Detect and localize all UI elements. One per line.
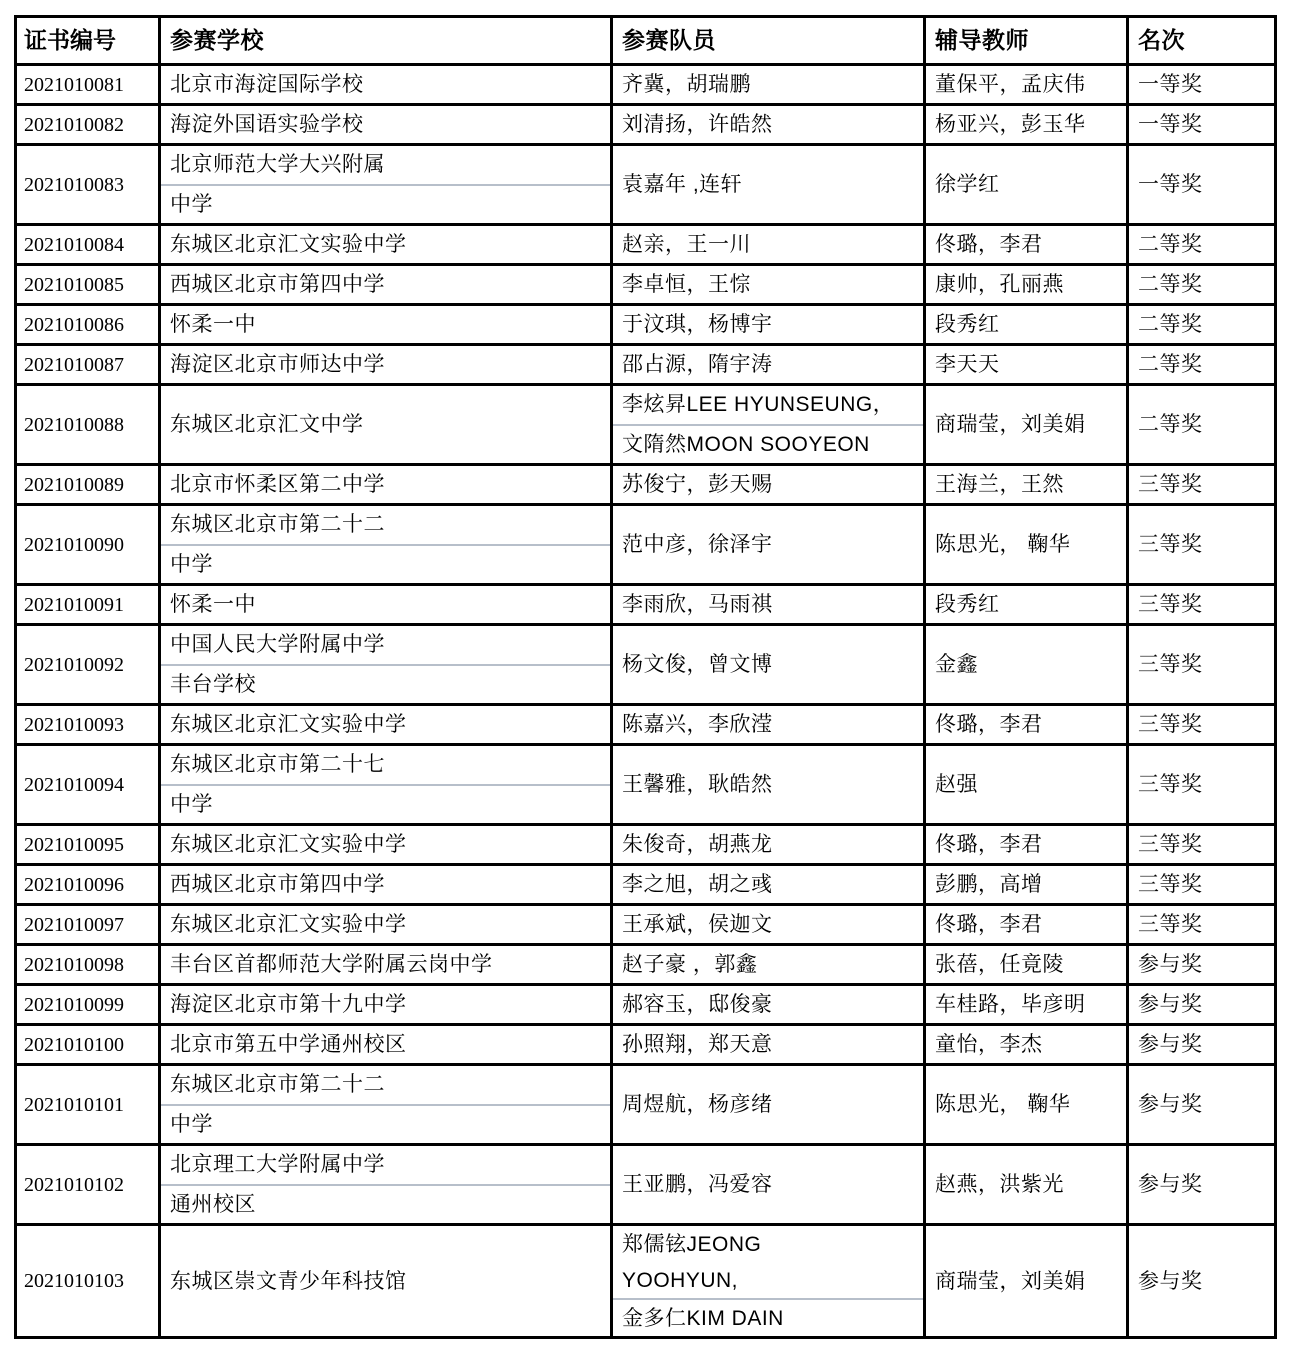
- cell-line: 2021010097: [24, 913, 124, 936]
- table-row: [17, 1223, 1274, 1336]
- cell-line: 商瑞莹，刘美娟: [935, 413, 1086, 436]
- school-cell: [158, 866, 610, 903]
- cell-line: 东城区北京市第二十七: [170, 753, 385, 777]
- cert-number-cell: [17, 146, 158, 223]
- cell-line: 一等奖: [1138, 73, 1203, 96]
- members-cell: [610, 1146, 923, 1223]
- cell-line: 2021010085: [24, 273, 124, 296]
- cell-line: 孙照翔，郑天意: [622, 1033, 773, 1056]
- teachers-cell: [923, 226, 1126, 263]
- cell-line: 杨文俊，曾文博: [622, 653, 773, 676]
- awards-table: [14, 15, 1277, 1339]
- cell-line: 北京师范大学大兴附属: [170, 153, 385, 177]
- cell-line: 2021010089: [24, 473, 124, 496]
- school-cell: [158, 466, 610, 503]
- cell-line: 陈嘉兴，李欣滢: [622, 713, 773, 736]
- cert-number-cell: [17, 386, 158, 463]
- header-school: [158, 18, 610, 63]
- rank-cell: [1126, 506, 1274, 583]
- cert-number-cell: [17, 226, 158, 263]
- members-cell: [610, 746, 923, 823]
- rank-cell: [1126, 946, 1274, 983]
- cell-line: 2021010101: [24, 1093, 124, 1116]
- members-cell: [610, 706, 923, 743]
- school-cell: [158, 386, 610, 463]
- cell-line: 董保平，孟庆伟: [935, 73, 1086, 96]
- rank-cell: [1126, 1066, 1274, 1143]
- rank-cell: [1126, 1146, 1274, 1223]
- table-row: [17, 623, 1274, 703]
- rank-cell: [1126, 586, 1274, 623]
- table-row: [17, 583, 1274, 623]
- rank-cell: [1126, 66, 1274, 103]
- teachers-cell: [923, 986, 1126, 1023]
- school-cell: [158, 226, 610, 263]
- table-row: [17, 263, 1274, 303]
- cell-line: 2021010094: [24, 773, 124, 796]
- cell-line: 东城区北京汇文实验中学: [170, 913, 407, 936]
- header-teachers: [923, 18, 1126, 63]
- header-row: [17, 18, 1274, 63]
- school-cell: [158, 626, 610, 703]
- table-row: [17, 1023, 1274, 1063]
- cell-line: 陈思光， 鞠华: [935, 533, 1071, 556]
- cell-line: 中学: [161, 784, 610, 824]
- cell-line: 2021010081: [24, 73, 124, 96]
- cell-line: 2021010087: [24, 353, 124, 376]
- header-label: 参赛学校: [170, 27, 264, 53]
- table-row: [17, 223, 1274, 263]
- school-cell: [158, 346, 610, 383]
- members-cell: [610, 626, 923, 703]
- cell-line: 张蓓，任竟陵: [935, 953, 1064, 976]
- cell-line: 2021010088: [24, 413, 124, 436]
- cell-line: 童怡，李杰: [935, 1033, 1043, 1056]
- cell-line: 三等奖: [1138, 873, 1203, 896]
- cell-line: 海淀区北京市第十九中学: [170, 993, 407, 1016]
- cell-line: 赵亲，王一川: [622, 233, 751, 256]
- members-cell: [610, 1026, 923, 1063]
- cell-line: 2021010090: [24, 533, 124, 556]
- members-cell: [610, 226, 923, 263]
- members-cell: [610, 66, 923, 103]
- cell-line: 2021010098: [24, 953, 124, 976]
- cell-line: 参与奖: [1138, 993, 1203, 1016]
- members-cell: [610, 866, 923, 903]
- rank-cell: [1126, 706, 1274, 743]
- cert-number-cell: [17, 1146, 158, 1223]
- cert-number-cell: [17, 1226, 158, 1336]
- cell-line: 三等奖: [1138, 473, 1203, 496]
- rank-cell: [1126, 386, 1274, 463]
- rank-cell: [1126, 226, 1274, 263]
- rank-cell: [1126, 626, 1274, 703]
- teachers-cell: [923, 466, 1126, 503]
- table-row: [17, 863, 1274, 903]
- cell-line: 郝容玉，邸俊豪: [622, 993, 773, 1016]
- table-row: [17, 503, 1274, 583]
- cell-line: 北京市第五中学通州校区: [170, 1033, 407, 1056]
- teachers-cell: [923, 266, 1126, 303]
- table-row: [17, 463, 1274, 503]
- header-label: 证书编号: [24, 28, 116, 53]
- cell-line: 车桂路，毕彦明: [935, 993, 1086, 1016]
- cell-line: 北京市怀柔区第二中学: [170, 473, 385, 496]
- cell-line: 佟璐，李君: [935, 713, 1043, 736]
- members-cell: [610, 106, 923, 143]
- cell-line: 康帅，孔丽燕: [935, 273, 1064, 296]
- cert-number-cell: [17, 946, 158, 983]
- cell-line: 李天天: [935, 353, 1000, 376]
- cell-line: 段秀红: [935, 313, 1000, 336]
- cell-line: 徐学红: [935, 173, 1000, 196]
- cert-number-cell: [17, 1026, 158, 1063]
- rank-cell: [1126, 986, 1274, 1023]
- school-cell: [158, 746, 610, 823]
- cert-number-cell: [17, 866, 158, 903]
- teachers-cell: [923, 306, 1126, 343]
- cert-number-cell: [17, 906, 158, 943]
- cell-line: 李之旭，胡之彧: [622, 873, 773, 896]
- cell-line: 李雨欣，马雨祺: [622, 593, 773, 616]
- cell-line: 王海兰，王然: [935, 473, 1064, 496]
- cell-line: 丰台学校: [161, 664, 610, 704]
- members-cell: [610, 586, 923, 623]
- cell-line: 周煜航，杨彦绪: [622, 1093, 773, 1116]
- school-cell: [158, 826, 610, 863]
- school-cell: [158, 1066, 610, 1143]
- cell-line: 北京市海淀国际学校: [170, 73, 364, 96]
- cell-line: 李卓恒，王悰: [622, 273, 751, 296]
- teachers-cell: [923, 146, 1126, 223]
- cell-line: 郑儒铉JEONG: [622, 1232, 762, 1256]
- cert-number-cell: [17, 346, 158, 383]
- cell-line: 二等奖: [1138, 233, 1203, 256]
- header-rank: [1126, 18, 1274, 63]
- cert-number-cell: [17, 266, 158, 303]
- members-cell: [610, 986, 923, 1023]
- cell-line: 一等奖: [1138, 173, 1203, 196]
- teachers-cell: [923, 1066, 1126, 1143]
- cert-number-cell: [17, 466, 158, 503]
- school-cell: [158, 266, 610, 303]
- cell-line: 一等奖: [1138, 113, 1203, 136]
- cell-line: 2021010100: [24, 1033, 124, 1056]
- rank-cell: [1126, 826, 1274, 863]
- teachers-cell: [923, 946, 1126, 983]
- rank-cell: [1126, 1226, 1274, 1336]
- cert-number-cell: [17, 626, 158, 703]
- table-row: [17, 103, 1274, 143]
- rank-cell: [1126, 306, 1274, 343]
- school-cell: [158, 506, 610, 583]
- members-cell: [610, 466, 923, 503]
- cell-line: 三等奖: [1138, 833, 1203, 856]
- cell-line: 丰台区首都师范大学附属云岗中学: [170, 953, 493, 976]
- cell-line: 二等奖: [1138, 413, 1203, 436]
- school-cell: [158, 146, 610, 223]
- teachers-cell: [923, 586, 1126, 623]
- cell-line: 2021010095: [24, 833, 124, 856]
- rank-cell: [1126, 146, 1274, 223]
- cell-line: 袁嘉年 ,连轩: [622, 173, 743, 196]
- school-cell: [158, 1146, 610, 1223]
- table-row: [17, 703, 1274, 743]
- school-cell: [158, 1026, 610, 1063]
- members-cell: [610, 1226, 923, 1336]
- school-cell: [158, 586, 610, 623]
- table-row: [17, 983, 1274, 1023]
- cell-line: 2021010102: [24, 1173, 124, 1196]
- cell-line: 中国人民大学附属中学: [170, 633, 385, 657]
- teachers-cell: [923, 386, 1126, 463]
- cell-line: 怀柔一中: [170, 593, 256, 616]
- teachers-cell: [923, 906, 1126, 943]
- school-cell: [158, 106, 610, 143]
- teachers-cell: [923, 506, 1126, 583]
- table-row: [17, 303, 1274, 343]
- cell-line: 2021010084: [24, 233, 124, 256]
- cell-line: 2021010086: [24, 313, 124, 336]
- cell-line: 北京理工大学附属中学: [170, 1153, 385, 1177]
- cell-line: 参与奖: [1138, 1173, 1203, 1196]
- cell-line: 佟璐，李君: [935, 833, 1043, 856]
- cell-line: 中学: [161, 1104, 610, 1144]
- cell-line: 赵强: [935, 773, 978, 796]
- table-row: [17, 823, 1274, 863]
- cell-line: 彭鹏，高增: [935, 873, 1043, 896]
- teachers-cell: [923, 706, 1126, 743]
- members-cell: [610, 906, 923, 943]
- cell-line: 佟璐，李君: [935, 913, 1043, 936]
- cell-line: 2021010093: [24, 713, 124, 736]
- cell-line: 朱俊奇，胡燕龙: [622, 833, 773, 856]
- cell-line: 通州校区: [161, 1184, 610, 1224]
- cell-line: 王馨雅，耿皓然: [622, 773, 773, 796]
- cell-line: 2021010099: [24, 993, 124, 1016]
- members-cell: [610, 386, 923, 463]
- rank-cell: [1126, 746, 1274, 823]
- cell-line: 海淀外国语实验学校: [170, 113, 364, 136]
- cell-line: 范中彦，徐泽宇: [622, 533, 773, 556]
- header-cert-number: [17, 18, 158, 63]
- header-label: 名次: [1138, 27, 1185, 53]
- table-row: [17, 383, 1274, 463]
- cell-line: 二等奖: [1138, 313, 1203, 336]
- header-members: [610, 18, 923, 63]
- cell-line: 2021010083: [24, 173, 124, 196]
- header-label: 辅导教师: [935, 27, 1029, 53]
- cert-number-cell: [17, 586, 158, 623]
- school-cell: [158, 66, 610, 103]
- cell-line: 东城区北京汇文实验中学: [170, 713, 407, 736]
- table-row: [17, 63, 1274, 103]
- cell-line: 2021010103: [24, 1270, 124, 1292]
- cell-line: 中学: [161, 184, 610, 224]
- cell-line: 于汶琪，杨博宇: [622, 313, 773, 336]
- cell-line: 东城区北京汇文实验中学: [170, 233, 407, 256]
- cell-line: 佟璐，李君: [935, 233, 1043, 256]
- cell-line: 文隋然MOON SOOYEON: [613, 424, 923, 464]
- cell-line: 三等奖: [1138, 773, 1203, 796]
- teachers-cell: [923, 66, 1126, 103]
- cell-line: 2021010091: [24, 593, 124, 616]
- cell-line: 陈思光， 鞠华: [935, 1093, 1071, 1116]
- members-cell: [610, 346, 923, 383]
- teachers-cell: [923, 746, 1126, 823]
- teachers-cell: [923, 626, 1126, 703]
- cell-line: 2021010082: [24, 113, 124, 136]
- school-cell: [158, 906, 610, 943]
- teachers-cell: [923, 106, 1126, 143]
- cell-line: 海淀区北京市师达中学: [170, 353, 385, 376]
- table-row: [17, 1143, 1274, 1223]
- cert-number-cell: [17, 986, 158, 1023]
- cell-line: 参与奖: [1138, 953, 1203, 976]
- cell-line: 2021010096: [24, 873, 124, 896]
- members-cell: [610, 306, 923, 343]
- school-cell: [158, 706, 610, 743]
- cell-line: 西城区北京市第四中学: [170, 273, 385, 296]
- cert-number-cell: [17, 1066, 158, 1143]
- school-cell: [158, 986, 610, 1023]
- teachers-cell: [923, 1226, 1126, 1336]
- school-cell: [158, 306, 610, 343]
- table-row: [17, 903, 1274, 943]
- cert-number-cell: [17, 306, 158, 343]
- rank-cell: [1126, 346, 1274, 383]
- cert-number-cell: [17, 706, 158, 743]
- cell-line: 二等奖: [1138, 273, 1203, 296]
- members-cell: [610, 1066, 923, 1143]
- cell-line: 三等奖: [1138, 913, 1203, 936]
- rank-cell: [1126, 266, 1274, 303]
- cell-line: 齐冀，胡瑞鹏: [622, 73, 751, 96]
- cell-line: 三等奖: [1138, 593, 1203, 616]
- cell-line: 参与奖: [1138, 1033, 1203, 1056]
- cell-line: 东城区北京市第二十二: [170, 1073, 385, 1097]
- cert-number-cell: [17, 746, 158, 823]
- members-cell: [610, 946, 923, 983]
- cell-line: 赵子豪 ，郭鑫: [622, 953, 758, 976]
- teachers-cell: [923, 866, 1126, 903]
- rank-cell: [1126, 1026, 1274, 1063]
- cell-line: 怀柔一中: [170, 313, 256, 336]
- cell-line: 金多仁KIM DAIN: [613, 1298, 923, 1336]
- rank-cell: [1126, 466, 1274, 503]
- cell-line: YOOHYUN,: [622, 1268, 739, 1292]
- cell-line: 东城区北京汇文实验中学: [170, 833, 407, 856]
- teachers-cell: [923, 1146, 1126, 1223]
- cell-line: 赵燕，洪紫光: [935, 1173, 1064, 1196]
- cell-line: 二等奖: [1138, 353, 1203, 376]
- members-cell: [610, 266, 923, 303]
- cell-line: 李炫昇LEE HYUNSEUNG，: [622, 393, 895, 417]
- cert-number-cell: [17, 66, 158, 103]
- cell-line: 三等奖: [1138, 653, 1203, 676]
- cell-line: 东城区北京汇文中学: [170, 413, 364, 436]
- cell-line: 东城区崇文青少年科技馆: [170, 1269, 407, 1293]
- table-row: [17, 343, 1274, 383]
- table-row: [17, 1063, 1274, 1143]
- cert-number-cell: [17, 826, 158, 863]
- teachers-cell: [923, 1026, 1126, 1063]
- teachers-cell: [923, 346, 1126, 383]
- table-row: [17, 143, 1274, 223]
- cell-line: 参与奖: [1138, 1269, 1203, 1293]
- cert-number-cell: [17, 506, 158, 583]
- cell-line: 邵占源，隋宇涛: [622, 353, 773, 376]
- rank-cell: [1126, 866, 1274, 903]
- cell-line: 西城区北京市第四中学: [170, 873, 385, 896]
- cell-line: 刘清扬，许皓然: [622, 113, 773, 136]
- cell-line: 段秀红: [935, 593, 1000, 616]
- cell-line: 王亚鹏，冯爱容: [622, 1173, 773, 1196]
- members-cell: [610, 826, 923, 863]
- cell-line: 杨亚兴，彭玉华: [935, 113, 1086, 136]
- cell-line: 参与奖: [1138, 1093, 1203, 1116]
- table-row: [17, 743, 1274, 823]
- school-cell: [158, 1226, 610, 1336]
- cell-line: 三等奖: [1138, 533, 1203, 556]
- cell-line: 王承斌，侯迦文: [622, 913, 773, 936]
- members-cell: [610, 146, 923, 223]
- rank-cell: [1126, 906, 1274, 943]
- teachers-cell: [923, 826, 1126, 863]
- rank-cell: [1126, 106, 1274, 143]
- cell-line: 苏俊宁，彭天赐: [622, 473, 773, 496]
- table-row: [17, 943, 1274, 983]
- header-label: 参赛队员: [622, 27, 716, 53]
- school-cell: [158, 946, 610, 983]
- cert-number-cell: [17, 106, 158, 143]
- members-cell: [610, 506, 923, 583]
- cell-line: 三等奖: [1138, 713, 1203, 736]
- cell-line: 2021010092: [24, 653, 124, 676]
- cell-line: 中学: [161, 544, 610, 584]
- cell-line: 东城区北京市第二十二: [170, 513, 385, 537]
- cell-line: 商瑞莹，刘美娟: [935, 1269, 1086, 1293]
- cell-line: 金鑫: [935, 653, 978, 676]
